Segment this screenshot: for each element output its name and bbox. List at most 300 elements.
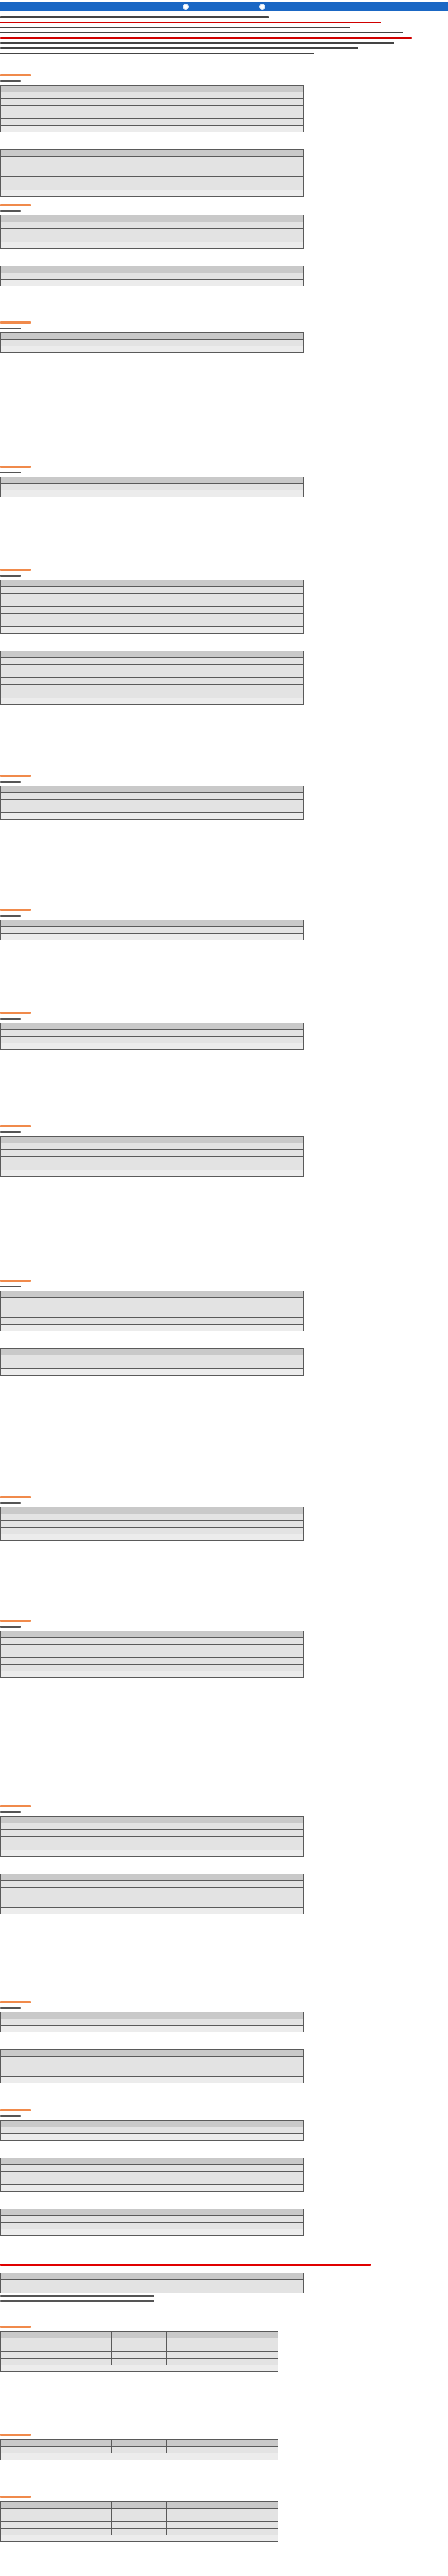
table-header-cell [182, 920, 243, 927]
table-header-cell [61, 150, 122, 157]
table-cell [61, 112, 122, 119]
table-cell [167, 2352, 222, 2359]
table-cell [122, 222, 182, 229]
table-cell [243, 2223, 304, 2229]
table-header-cell [1, 651, 61, 658]
table-cell [182, 1888, 243, 1894]
table-cell [1, 600, 61, 607]
table-cell [182, 1638, 243, 1645]
table-cell [122, 665, 182, 671]
table-cell [243, 1037, 304, 1043]
table-cell [182, 1843, 243, 1850]
schedule-table [0, 2012, 304, 2032]
table-cell [1, 2529, 56, 2535]
table-header-cell [243, 2158, 304, 2165]
table-row [1, 658, 304, 665]
schedule-table [0, 266, 304, 286]
table-header-cell [1, 2012, 61, 2019]
table-row [1, 2070, 304, 2077]
table-cell [182, 2070, 243, 2077]
table-header-row [1, 786, 304, 793]
schedule-table [0, 2049, 304, 2083]
table-header-cell [243, 150, 304, 157]
schedule-table [0, 1507, 304, 1541]
table-total-cell [1, 2535, 278, 2542]
table-cell [222, 2345, 278, 2352]
table-cell [1, 2165, 61, 2172]
table-cell [1, 222, 61, 229]
table-header-cell [182, 2050, 243, 2057]
table-total-row [1, 126, 304, 132]
table-cell [1, 2359, 56, 2365]
table-cell [61, 106, 122, 112]
table-cell [243, 1514, 304, 1521]
table-cell [61, 1304, 122, 1311]
table-row [1, 2223, 304, 2229]
table-header-cell [167, 2502, 222, 2509]
table-cell [182, 1318, 243, 1325]
table-cell [122, 1157, 182, 1163]
table-header-cell [1, 477, 61, 484]
table-cell [182, 1651, 243, 1658]
table-cell [122, 1362, 182, 1369]
table-cell [243, 1355, 304, 1362]
table-cell [243, 484, 304, 490]
table-total-cell [1, 2365, 278, 2372]
table-header-cell [61, 2158, 122, 2165]
table-header-cell [122, 477, 182, 484]
table-cell [1, 665, 61, 671]
table-cell [122, 658, 182, 665]
table-row [1, 1651, 304, 1658]
table-cell [243, 1163, 304, 1170]
table-header-cell [61, 1137, 122, 1143]
table-cell [1, 1645, 61, 1651]
table-cell [243, 600, 304, 607]
table-total-row [1, 2229, 304, 2236]
performer-heading [0, 1278, 304, 1284]
table-cell [61, 2070, 122, 2077]
table-cell [182, 229, 243, 235]
table-cell [1, 1843, 61, 1850]
table-header-row [1, 1137, 304, 1143]
table-cell [61, 1030, 122, 1037]
table-cell [182, 106, 243, 112]
table-cell [1, 1143, 61, 1150]
table-cell [122, 106, 182, 112]
table-total-row [1, 2365, 278, 2372]
table-header-cell [243, 215, 304, 222]
performer-note [0, 1809, 304, 1815]
table-total-row [1, 280, 304, 286]
table-total-row [1, 698, 304, 705]
schedule-table [0, 215, 304, 249]
table-cell [243, 112, 304, 119]
performer-note [0, 1500, 304, 1505]
table-header-cell [182, 1023, 243, 1030]
table-cell [1, 2286, 76, 2293]
table-cell [243, 1658, 304, 1665]
table-header-cell [56, 2440, 111, 2447]
table-cell [61, 1318, 122, 1325]
table-header-cell [122, 786, 182, 793]
table-cell [182, 1658, 243, 1665]
table-header-row [1, 2050, 304, 2057]
table-total-cell [1, 813, 304, 820]
table-cell [61, 1658, 122, 1665]
table-row [1, 1888, 304, 1894]
table-header-cell [1, 215, 61, 222]
table-cell [56, 2509, 111, 2515]
table-row [1, 1638, 304, 1645]
top-banner [0, 2, 448, 11]
table-cell [61, 222, 122, 229]
table-cell [61, 587, 122, 594]
table-cell [243, 1311, 304, 1318]
table-cell [122, 112, 182, 119]
performer-section [0, 1494, 304, 1541]
table-cell [56, 2529, 111, 2535]
table-row [1, 2019, 304, 2026]
table-cell [122, 1150, 182, 1157]
table-cell [61, 1881, 122, 1888]
table-cell [1, 1355, 61, 1362]
table-header-cell [243, 266, 304, 273]
notice-line [0, 45, 448, 50]
table-cell [61, 2057, 122, 2063]
table-cell [122, 1888, 182, 1894]
table-row [1, 2216, 304, 2223]
table-cell [182, 1881, 243, 1888]
table-header-cell [243, 580, 304, 587]
table-row [1, 1037, 304, 1043]
table-cell [182, 183, 243, 190]
table-cell [122, 1645, 182, 1651]
table-row [1, 2447, 278, 2453]
table-cell [61, 2063, 122, 2070]
table-cell [61, 594, 122, 600]
table-cell [122, 2070, 182, 2077]
table-cell [1, 678, 61, 685]
table-cell [182, 671, 243, 678]
table-cell [111, 2447, 167, 2453]
table-header-cell [122, 1631, 182, 1638]
table-cell [243, 235, 304, 242]
table-cell [243, 222, 304, 229]
table-header-cell [182, 580, 243, 587]
table-cell [182, 1311, 243, 1318]
table-header-cell [243, 333, 304, 340]
table-cell [1, 2522, 56, 2529]
table-cell [1, 177, 61, 183]
schedule-table [0, 580, 304, 634]
table-cell [222, 2352, 278, 2359]
table-cell [243, 2070, 304, 2077]
table-cell [111, 2345, 167, 2352]
table-header-cell [56, 2332, 111, 2338]
table-cell [182, 1362, 243, 1369]
table-cell [1, 163, 61, 170]
table-cell [1, 340, 61, 346]
table-cell [243, 157, 304, 163]
table-cell [122, 99, 182, 106]
table-cell [182, 607, 243, 614]
schedule-table [0, 477, 304, 497]
table-header-cell [1, 150, 61, 157]
table-header-cell [61, 786, 122, 793]
highlight-note [0, 2293, 304, 2298]
table-header-cell [122, 86, 182, 92]
performer-heading [0, 567, 304, 573]
table-row [1, 1355, 304, 1362]
performer-heading [0, 319, 304, 326]
table-cell [122, 1881, 182, 1888]
table-cell [61, 1514, 122, 1521]
table-cell [167, 2447, 222, 2453]
table-cell [122, 671, 182, 678]
table-row [1, 620, 304, 627]
table-cell [122, 685, 182, 691]
table-cell [61, 1830, 122, 1837]
performer-section [0, 907, 304, 940]
table-header-cell [122, 1137, 182, 1143]
table-header-cell [182, 1137, 243, 1143]
table-cell [122, 1658, 182, 1665]
table-cell [122, 2178, 182, 2185]
table-cell [182, 170, 243, 177]
table-header-cell [243, 1507, 304, 1514]
table-cell [182, 340, 243, 346]
table-header-cell [243, 2012, 304, 2019]
table-row [1, 1658, 304, 1665]
table-cell [243, 2216, 304, 2223]
table-row [1, 1362, 304, 1369]
table-cell [1, 2515, 56, 2522]
table-row [1, 685, 304, 691]
table-cell [122, 1528, 182, 1534]
table-header-cell [1, 86, 61, 92]
table-row [1, 1665, 304, 1671]
table-cell [122, 177, 182, 183]
table-cell [243, 1888, 304, 1894]
table-cell [1, 793, 61, 800]
table-cell [122, 183, 182, 190]
table-cell [61, 2216, 122, 2223]
table-cell [122, 1143, 182, 1150]
table-row [1, 678, 304, 685]
table-cell [182, 112, 243, 119]
table-cell [182, 1823, 243, 1830]
performer-section [0, 1278, 304, 1376]
table-header-cell [61, 1507, 122, 1514]
table-cell [222, 2447, 278, 2453]
table-cell [56, 2515, 111, 2522]
notice-line [0, 20, 448, 25]
table-total-row [1, 1325, 304, 1331]
table-cell [1, 1881, 61, 1888]
table-header-cell [182, 1631, 243, 1638]
table-cell [122, 2127, 182, 2134]
table-total-cell [1, 2077, 304, 2083]
table-cell [182, 691, 243, 698]
table-cell [61, 119, 122, 126]
table-cell [243, 2063, 304, 2070]
table-cell [1, 2057, 61, 2063]
table-header-cell [182, 86, 243, 92]
performer-section [0, 72, 304, 197]
table-cell [1, 119, 61, 126]
table-cell [56, 2345, 111, 2352]
table-cell [222, 2529, 278, 2535]
table-row [1, 106, 304, 112]
schedule-table [0, 1136, 304, 1177]
table-header-row [1, 2440, 278, 2447]
table-cell [182, 685, 243, 691]
table-total-row [1, 1671, 304, 1678]
table-cell [61, 800, 122, 806]
table-total-cell [1, 190, 304, 197]
table-header-cell [61, 1023, 122, 1030]
table-header-cell [167, 2332, 222, 2338]
table-cell [122, 1318, 182, 1325]
table-header-cell [122, 333, 182, 340]
table-row [1, 1901, 304, 1908]
table-cell [1, 2509, 56, 2515]
table-cell [61, 614, 122, 620]
table-cell [182, 587, 243, 594]
table-cell [61, 2223, 122, 2229]
table-header-row [1, 2273, 304, 2280]
table-total-row [1, 2535, 278, 2542]
table-cell [111, 2522, 167, 2529]
table-cell [61, 2165, 122, 2172]
table-cell [1, 685, 61, 691]
table-cell [1, 594, 61, 600]
table-cell [1, 2223, 61, 2229]
table-cell [61, 99, 122, 106]
table-header-cell [1, 2209, 61, 2216]
table-total-cell [1, 2185, 304, 2192]
table-header-row [1, 1874, 304, 1881]
table-cell [182, 1837, 243, 1843]
table-header-cell [61, 333, 122, 340]
highlight-text [0, 2262, 371, 2268]
table-row [1, 1163, 304, 1170]
table-total-row [1, 934, 304, 940]
table-cell [61, 665, 122, 671]
performer-note [0, 208, 304, 213]
notice-line [0, 30, 448, 35]
table-cell [243, 99, 304, 106]
table-row [1, 229, 304, 235]
table-cell [182, 99, 243, 106]
table-cell [243, 1645, 304, 1651]
table-cell [122, 793, 182, 800]
table-cell [61, 340, 122, 346]
table-cell [182, 2127, 243, 2134]
table-cell [61, 1143, 122, 1150]
table-row [1, 92, 304, 99]
table-row [1, 806, 304, 813]
schedule-table [0, 149, 304, 197]
table-cell [61, 793, 122, 800]
table-header-cell [122, 266, 182, 273]
table-header-row [1, 1507, 304, 1514]
table-header-cell [122, 2209, 182, 2216]
performer-section [0, 567, 304, 705]
table-header-cell [222, 2332, 278, 2338]
table-cell [1, 2280, 76, 2286]
performer-note [0, 913, 304, 918]
table-cell [243, 92, 304, 99]
table-header-cell [122, 2012, 182, 2019]
table-header-cell [122, 580, 182, 587]
schedule-table [0, 2501, 278, 2542]
table-total-row [1, 1369, 304, 1376]
performer-heading [0, 1010, 304, 1016]
table-cell [182, 2178, 243, 2185]
table-cell [61, 658, 122, 665]
table-row [1, 1157, 304, 1163]
schedule-table [0, 2273, 304, 2293]
table-cell [61, 1901, 122, 1908]
table-cell [243, 1150, 304, 1157]
table-cell [61, 2178, 122, 2185]
table-cell [243, 1665, 304, 1671]
table-cell [61, 1888, 122, 1894]
table-header-row [1, 2158, 304, 2165]
table-header-cell [182, 786, 243, 793]
performer-note [0, 326, 304, 331]
table-header-cell [243, 920, 304, 927]
table-cell [122, 1651, 182, 1658]
table-cell [1, 1362, 61, 1369]
table-cell [182, 1521, 243, 1528]
table-cell [243, 1362, 304, 1369]
table-cell [1, 2070, 61, 2077]
table-total-cell [1, 2134, 304, 2141]
table-cell [1, 170, 61, 177]
table-cell [182, 1355, 243, 1362]
table-total-row [1, 242, 304, 249]
table-row [1, 1030, 304, 1037]
table-total-cell [1, 346, 304, 353]
table-cell [243, 2165, 304, 2172]
table-cell [182, 600, 243, 607]
table-cell [1, 1150, 61, 1157]
table-header-cell [76, 2273, 152, 2280]
table-cell [1, 1157, 61, 1163]
table-cell [122, 1830, 182, 1837]
table-cell [182, 235, 243, 242]
table-cell [1, 1528, 61, 1534]
table-cell [122, 800, 182, 806]
performer-note [0, 1284, 304, 1289]
highlight-table [0, 2271, 304, 2303]
table-row [1, 163, 304, 170]
table-cell [167, 2515, 222, 2522]
performer-note [0, 1624, 304, 1629]
performer-section [0, 319, 304, 353]
table-cell [61, 1355, 122, 1362]
table-row [1, 112, 304, 119]
table-header-cell [61, 1874, 122, 1881]
table-cell [56, 2522, 111, 2529]
performer-heading [0, 2494, 278, 2500]
table-cell [167, 2529, 222, 2535]
table-row [1, 2515, 278, 2522]
table-cell [122, 163, 182, 170]
